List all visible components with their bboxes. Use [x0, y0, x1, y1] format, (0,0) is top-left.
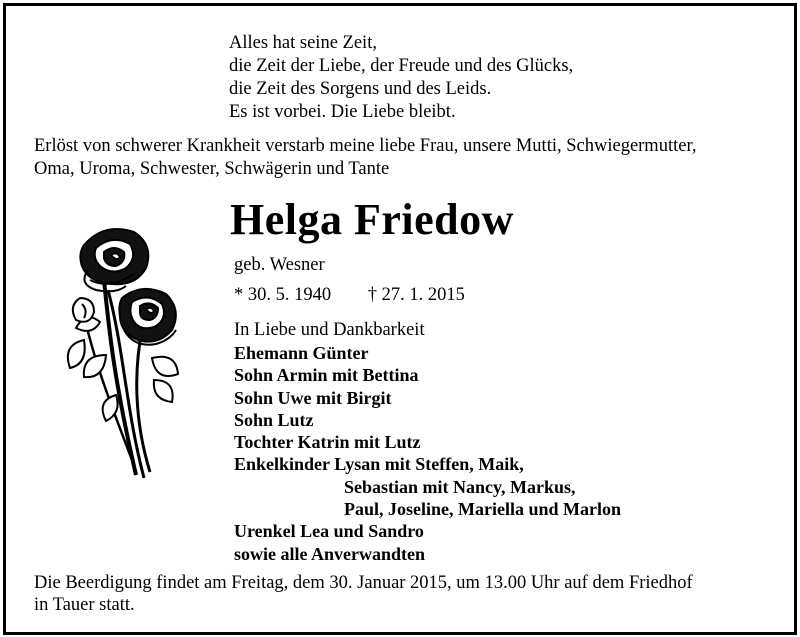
- obituary-notice: [3, 3, 797, 635]
- intro-text: [34, 135, 784, 181]
- funeral-notice: [34, 572, 784, 616]
- intro-line: Erlöst von schwerer Krankheit verstarb meine liebe Frau, unsere Mutti, Schwiegermutter,: [34, 136, 697, 156]
- deceased-name: Helga Friedow: [230, 195, 514, 244]
- mourner-line: Urenkel Lea und Sandro: [234, 521, 424, 542]
- mourner-line: Enkelkinder Lysan mit Steffen, Maik,: [234, 454, 524, 475]
- poem-line: die Zeit des Sorgens und des Leids.: [229, 79, 492, 99]
- death-date: † 27. 1. 2015: [367, 285, 465, 305]
- poem-line: Alles hat seine Zeit,: [229, 33, 377, 53]
- mourner-line: Sohn Armin mit Bettina: [234, 365, 419, 386]
- mourner-line: Ehemann Günter: [234, 343, 369, 363]
- mourners-list: [234, 342, 621, 565]
- poem-line: Es ist vorbei. Die Liebe bleibt.: [229, 102, 456, 122]
- rose-icon: [54, 220, 184, 490]
- funeral-line: Die Beerdigung findet am Freitag, dem 30. Januar 2015, um 13.00 Uhr auf dem Friedhof: [34, 573, 693, 593]
- birth-date: * 30. 5. 1940: [234, 285, 332, 305]
- mourner-line: Sohn Uwe mit Birgit: [234, 387, 392, 408]
- poem-line: die Zeit der Liebe, der Freude und des Glücks,: [229, 56, 574, 76]
- mourner-line-indented: Sebastian mit Nancy, Markus,: [344, 476, 576, 497]
- mourner-line: Sohn Lutz: [234, 409, 314, 430]
- mourners-heading: In Liebe und Dankbarkeit: [234, 320, 425, 340]
- birth-name: geb. Wesner: [234, 255, 325, 275]
- mourner-line-indented: Paul, Joseline, Mariella und Marlon: [344, 499, 621, 520]
- poem: [229, 32, 573, 124]
- mourner-line: Tochter Katrin mit Lutz: [234, 432, 421, 453]
- funeral-line: in Tauer statt.: [34, 595, 135, 615]
- life-dates: [234, 285, 465, 306]
- intro-line: Oma, Uroma, Schwester, Schwägerin und Tante: [34, 159, 390, 179]
- mourner-line: sowie alle Anverwandten: [234, 543, 425, 564]
